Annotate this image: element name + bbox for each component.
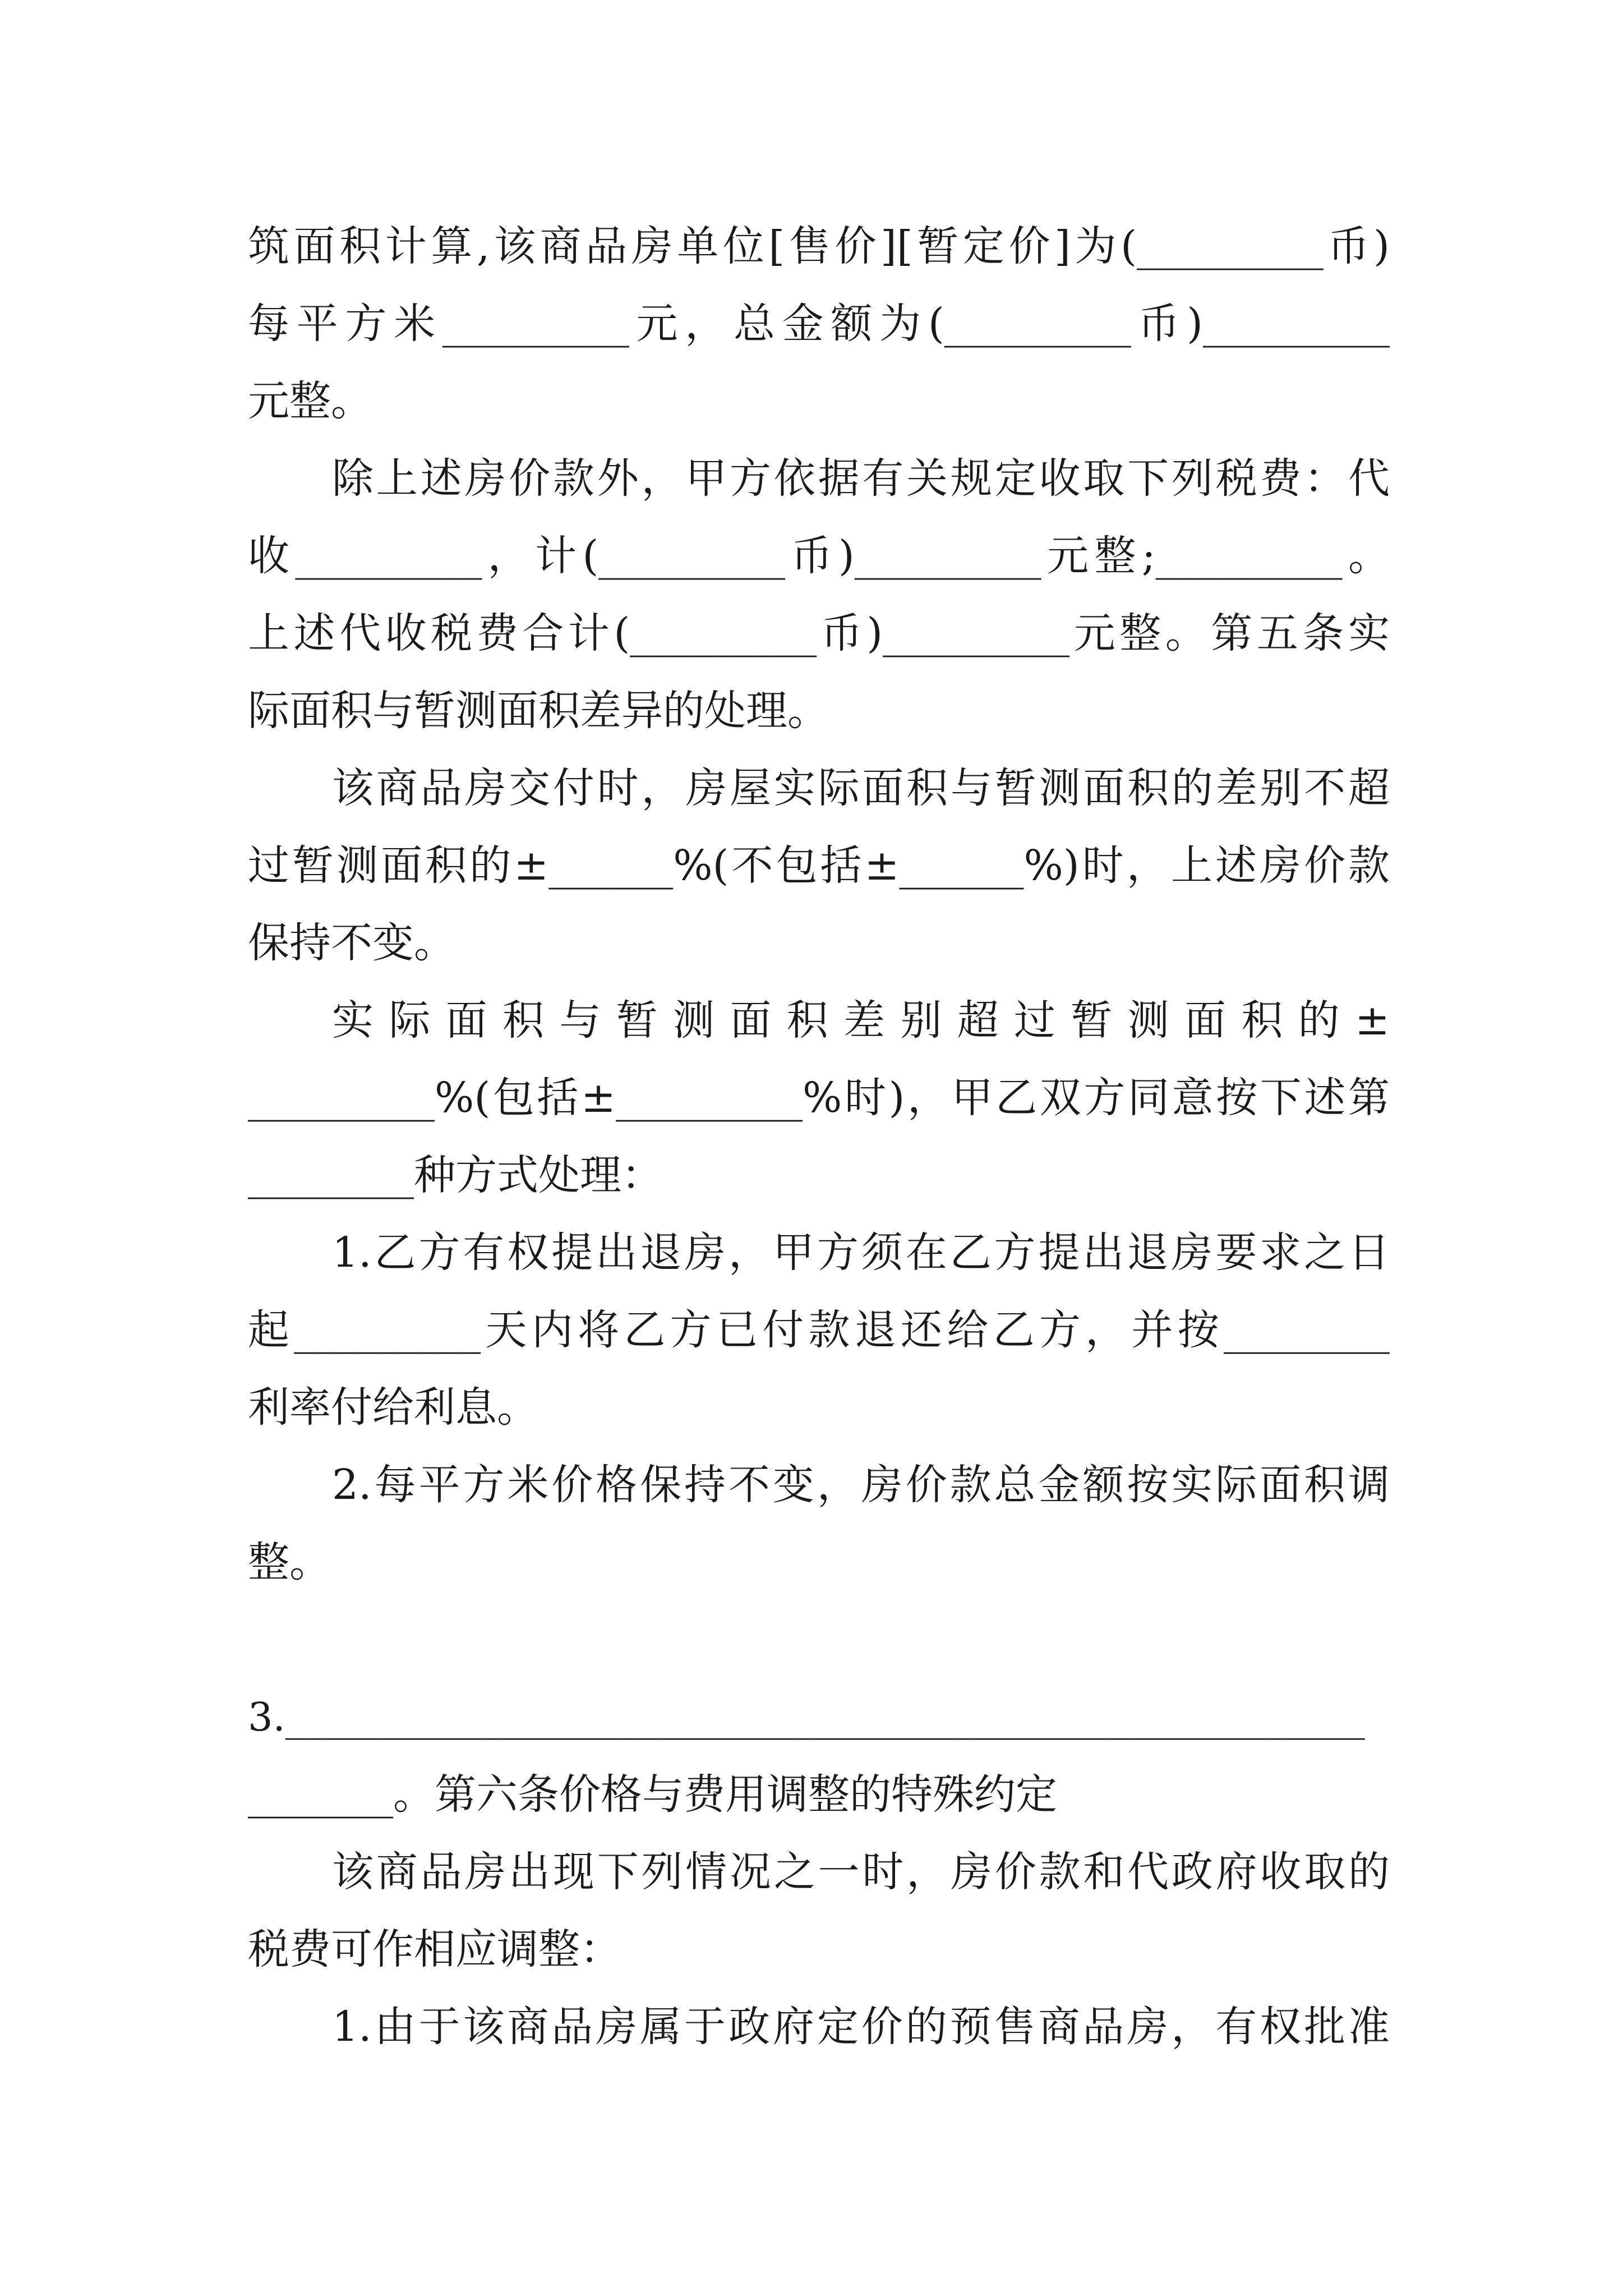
text-line: _______。第六条价格与费用调整的特殊约定: [248, 1770, 1057, 1819]
text-line: 起_________天内将乙方已付款退还给乙方，并按________: [248, 1306, 1390, 1354]
text-line: 每平方米_________元，总金额为(_________币)_________: [248, 300, 1390, 348]
text-line: 上述代收税费合计(_________币)_________元整。第五条实: [248, 609, 1390, 657]
text-line: 1.乙方有权提出退房，甲方须在乙方提出退房要求之日: [332, 1228, 1390, 1277]
text-line: 3._______________________________________________________: [248, 1694, 1365, 1740]
text-line: _________%(包括±_________%时)，甲乙双方同意按下述第: [248, 1074, 1390, 1122]
text-line: 实际面积与暂测面积差别超过暂测面积的±: [332, 996, 1390, 1045]
paragraph-gap: [248, 1601, 1390, 1678]
text-line: ________种方式处理：: [248, 1151, 663, 1199]
text-line: 际面积与暂测面积差异的处理。: [248, 687, 829, 735]
text-line: 利率付给利息。: [248, 1383, 538, 1432]
text-line: 该商品房出现下列情况之一时，房价款和代政府收取的: [332, 1848, 1390, 1896]
text-line: 除上述房价款外，甲方依据有关规定收取下列税费：代: [332, 454, 1390, 503]
text-line: 过暂测面积的±______%(不包括±______%)时，上述房价款: [248, 841, 1390, 890]
text-line: 1.由于该商品房属于政府定价的预售商品房，有权批准: [332, 2003, 1390, 2051]
text-line: 税费可作相应调整：: [248, 1925, 621, 1973]
document-body: [248, 208, 1390, 2065]
text-line: 保持不变。: [248, 919, 455, 967]
text-line: 整。: [248, 1538, 331, 1586]
text-line: 2.每平方米价格保持不变，房价款总金额按实际面积调: [332, 1461, 1390, 1509]
text-line: 该商品房交付时，房屋实际面积与暂测面积的差别不超: [332, 764, 1390, 812]
text-line: 收_________，计(_________币)_________元整;_________。: [248, 532, 1390, 580]
text-line: 元整。: [248, 377, 372, 425]
text-line: 筑面积计算,该商品房单位[售价][暂定价]为(_________币): [248, 222, 1390, 270]
